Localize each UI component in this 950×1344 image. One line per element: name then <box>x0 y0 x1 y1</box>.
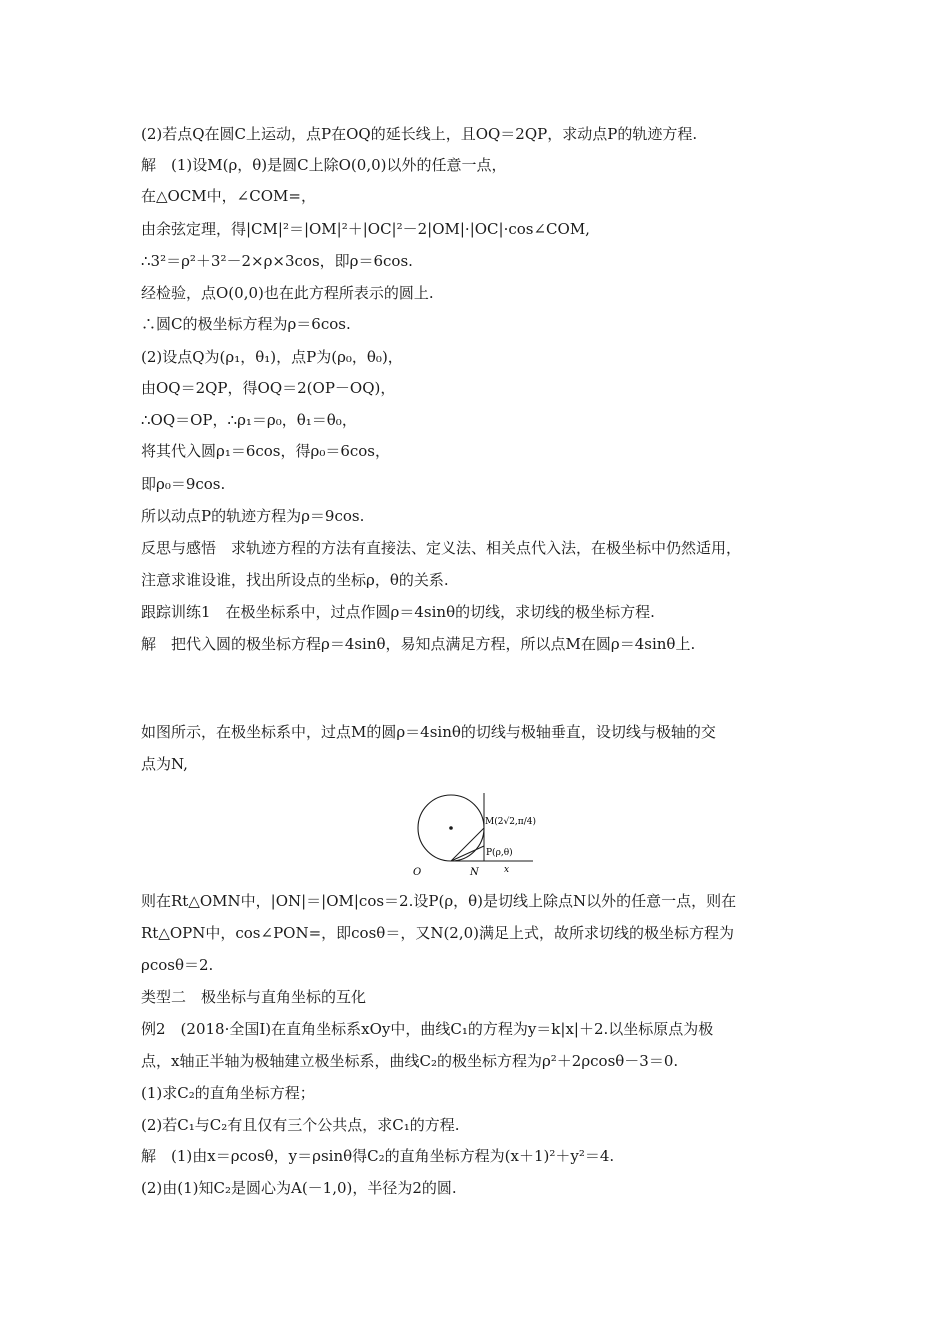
text-line: 如图所示，在极坐标系中，过点M的圆ρ＝4sinθ的切线与极轴垂直，设切线与极轴的交 <box>141 723 716 741</box>
segment-op <box>451 846 484 861</box>
text-line: (2)由(1)知C₂是圆心为A(－1,0)，半径为2的圆. <box>141 1179 457 1197</box>
label-n: N <box>470 867 479 878</box>
text-line: 由OQ＝2QP，得OQ＝2(OP－OQ)， <box>141 379 396 397</box>
text-line: ρcosθ＝2. <box>141 956 214 974</box>
text-line: 则在Rt△OMN中，|ON|＝|OM|cos＝2.设P(ρ，θ)是切线上除点N以外的任意一点，则在 <box>141 892 737 910</box>
text-line: 注意求谁设谁，找出所设点的坐标ρ，θ的关系. <box>141 571 449 589</box>
text-line: 由余弦定理，得|CM|²＝|OM|²＋|OC|²－2|OM|·|OC|·cos∠COM, <box>141 220 590 238</box>
text-line: 跟踪训练1 在极坐标系中，过点作圆ρ＝4sinθ的切线，求切线的极坐标方程. <box>141 603 655 621</box>
text-line: (2)设点Q为(ρ₁，θ₁)，点P为(ρ₀，θ₀)， <box>141 348 403 366</box>
text-line: 将其代入圆ρ₁＝6cos，得ρ₀＝6cos， <box>141 442 391 460</box>
text-line: 解 把代入圆的极坐标方程ρ＝4sinθ，易知点满足方程，所以点M在圆ρ＝4sinθ上. <box>141 635 696 653</box>
label-m: M(2√2,π/4) <box>485 817 536 827</box>
circle-center-dot <box>449 826 453 830</box>
text-line: 经检验，点O(0,0)也在此方程所表示的圆上. <box>141 284 434 302</box>
text-line: 解 (1)由x＝ρcosθ，y＝ρsinθ得C₂的直角坐标方程为(x＋1)²＋y²＝4. <box>141 1147 615 1165</box>
text-line: 在△OCM中，∠COM=， <box>141 187 316 205</box>
text-line: ∴圆C的极坐标方程为ρ＝6cos. <box>141 315 351 333</box>
text-line: 类型二 极坐标与直角坐标的互化 <box>141 988 367 1006</box>
text-line: 点，x轴正半轴为极轴建立极坐标系，曲线C₂的极坐标方程为ρ²＋2ρcosθ－3＝0. <box>141 1052 679 1070</box>
text-line: 点为N, <box>141 755 188 773</box>
text-line: ∴OQ＝OP，∴ρ₁＝ρ₀，θ₁＝θ₀， <box>141 411 357 429</box>
text-line: (2)若点Q在圆C上运动，点P在OQ的延长线上，且OQ＝2QP，求动点P的轨迹方程. <box>141 125 698 143</box>
label-p: P(ρ,θ) <box>486 848 513 858</box>
text-line: Rt△OPN中，cos∠PON=，即cosθ＝，又N(2,0)满足上式，故所求切线的极坐标方程为 <box>141 924 735 942</box>
text-line: 即ρ₀＝9cos. <box>141 475 226 493</box>
text-line: (2)若C₁与C₂有且仅有三个公共点，求C₁的方程. <box>141 1116 460 1134</box>
label-o: O <box>413 867 422 878</box>
text-line: 例2 (2018·全国Ⅰ)在直角坐标系xOy中，曲线C₁的方程为y＝k|x|＋2.以坐标原点为极 <box>141 1020 714 1038</box>
text-line: 反思与感悟 求轨迹方程的方法有直接法、定义法、相关点代入法，在极坐标中仍然适用， <box>141 539 742 557</box>
text-line: ∴3²＝ρ²＋3²－2×ρ×3cos，即ρ＝6cos. <box>141 252 413 270</box>
label-x: x <box>504 865 510 875</box>
text-line: (1)求C₂的直角坐标方程； <box>141 1084 315 1102</box>
circle-tangent-figure <box>408 789 543 882</box>
text-line: 所以动点P的轨迹方程为ρ＝9cos. <box>141 507 365 525</box>
text-line: 解 (1)设M(ρ，θ)是圆C上除O(0,0)以外的任意一点， <box>141 156 507 174</box>
